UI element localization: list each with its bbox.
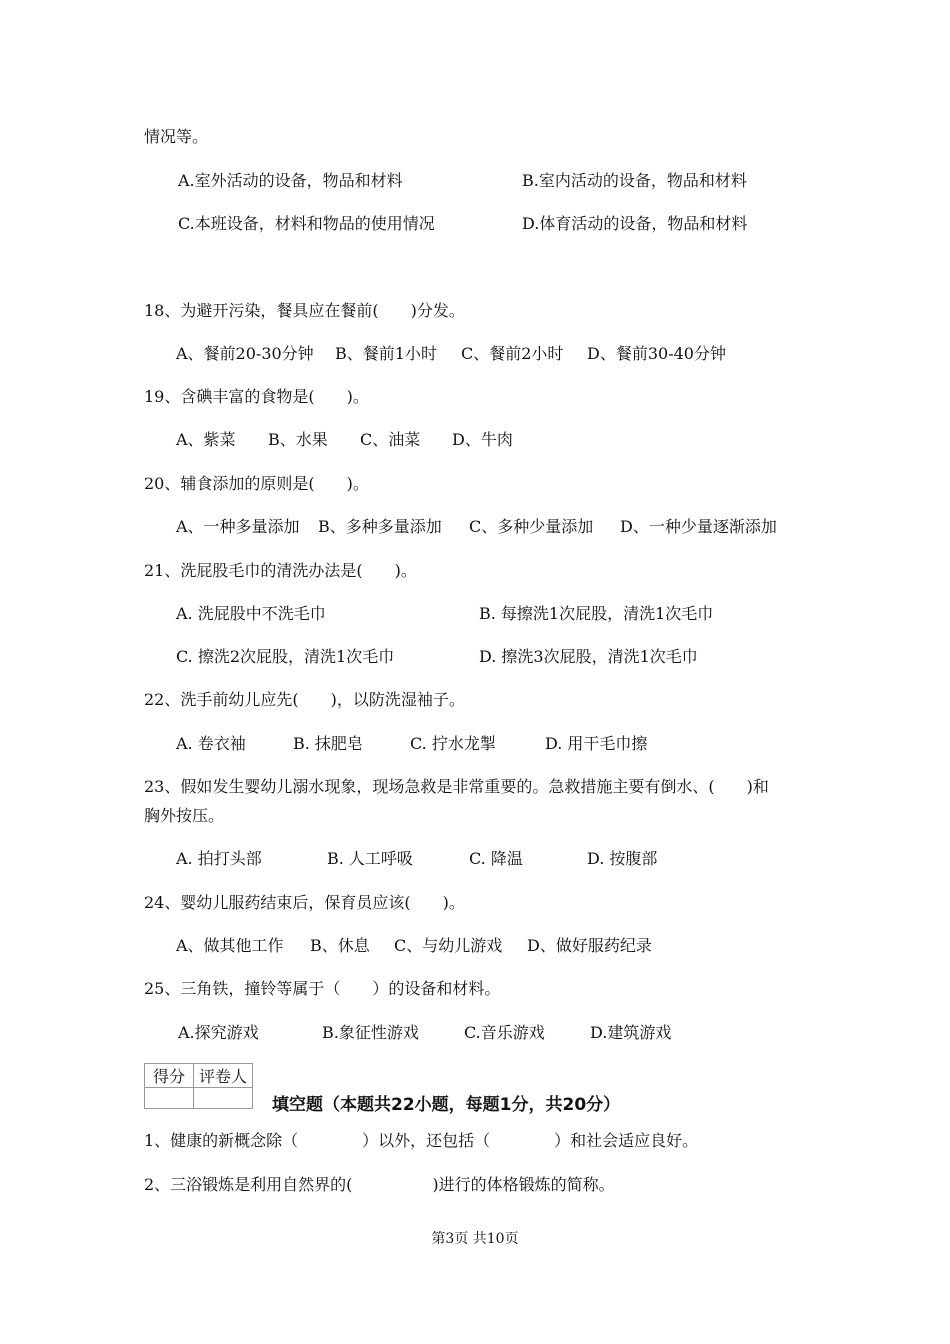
q18-option-d: D、餐前30-40分钟 [587, 344, 726, 363]
q19-option-b: B、水果 [268, 430, 328, 449]
q22-option-c: C. 拧水龙掣 [410, 734, 496, 753]
q19-option-a: A、紫菜 [176, 430, 236, 449]
q25-option-d: D.建筑游戏 [590, 1023, 672, 1042]
q17-option-a: A.室外活动的设备，物品和材料 [178, 171, 403, 190]
q19-text: 19、含碘丰富的食物是( )。 [144, 387, 369, 406]
grader-header: 评卷人 [194, 1064, 253, 1088]
q25-option-c: C.音乐游戏 [464, 1023, 545, 1042]
page-footer: 第3页 共10页 [431, 1231, 519, 1247]
q21-text: 21、洗屁股毛巾的清洗办法是( )。 [144, 561, 417, 580]
q21-option-d: D. 擦洗3次屁股，清洗1次毛巾 [479, 647, 698, 666]
q25-text: 25、三角铁，撞铃等属于（ ）的设备和材料。 [144, 979, 501, 998]
q21-option-b: B. 每擦洗1次屁股，清洗1次毛巾 [479, 604, 714, 623]
q21-option-a: A. 洗屁股中不洗毛巾 [176, 604, 326, 623]
q23-text-line1: 23、假如发生婴幼儿溺水现象，现场急救是非常重要的。急救措施主要有倒水、( )和 [144, 777, 769, 796]
q20-option-b: B、多种多量添加 [318, 517, 442, 536]
q18-option-a: A、餐前20-30分钟 [176, 344, 314, 363]
q22-option-a: A. 卷衣袖 [176, 734, 246, 753]
section-title: 填空题（本题共22小题，每题1分，共20分） [272, 1095, 621, 1115]
q23-option-b: B. 人工呼吸 [327, 849, 413, 868]
q20-option-a: A、一种多量添加 [176, 517, 300, 536]
fill-question-2: 2、三浴锻炼是利用自然界的( )进行的体格锻炼的简称。 [144, 1175, 615, 1194]
q19-option-d: D、牛肉 [452, 430, 513, 449]
q17-option-b: B.室内活动的设备，物品和材料 [522, 171, 747, 190]
q22-text: 22、洗手前幼儿应先( )，以防洗湿袖子。 [144, 690, 465, 709]
score-table [144, 1063, 253, 1109]
q17-option-d: D.体育活动的设备，物品和材料 [522, 214, 748, 233]
q24-text: 24、婴幼儿服药结束后，保育员应该( )。 [144, 893, 465, 912]
q18-option-b: B、餐前1小时 [335, 344, 437, 363]
q24-option-b: B、休息 [310, 936, 370, 955]
q24-option-a: A、做其他工作 [176, 936, 284, 955]
q23-option-a: A. 拍打头部 [176, 849, 262, 868]
q23-text-line2: 胸外按压。 [144, 806, 225, 825]
q22-option-d: D. 用干毛巾擦 [545, 734, 648, 753]
q18-text: 18、为避开污染，餐具应在餐前( )分发。 [144, 301, 465, 320]
score-cell [145, 1088, 194, 1109]
q21-option-c: C. 擦洗2次屁股，清洗1次毛巾 [176, 647, 395, 666]
score-header: 得分 [145, 1064, 194, 1088]
q25-option-a: A.探究游戏 [178, 1023, 259, 1042]
q25-option-b: B.象征性游戏 [322, 1023, 419, 1042]
q17-option-c: C.本班设备，材料和物品的使用情况 [178, 214, 435, 233]
q20-text: 20、辅食添加的原则是( )。 [144, 474, 369, 493]
fill-question-1: 1、健康的新概念除（ ）以外，还包括（ ）和社会适应良好。 [144, 1131, 699, 1150]
q20-option-c: C、多种少量添加 [469, 517, 594, 536]
q17-tail: 情况等。 [144, 127, 209, 146]
q19-option-c: C、油菜 [360, 430, 421, 449]
q23-option-d: D. 按腹部 [587, 849, 658, 868]
q22-option-b: B. 抹肥皂 [293, 734, 363, 753]
q18-option-c: C、餐前2小时 [461, 344, 564, 363]
q20-option-d: D、一种少量逐渐添加 [620, 517, 777, 536]
q24-option-c: C、与幼儿游戏 [394, 936, 503, 955]
grader-cell [194, 1088, 253, 1109]
q23-option-c: C. 降温 [469, 849, 523, 868]
q24-option-d: D、做好服药纪录 [527, 936, 652, 955]
